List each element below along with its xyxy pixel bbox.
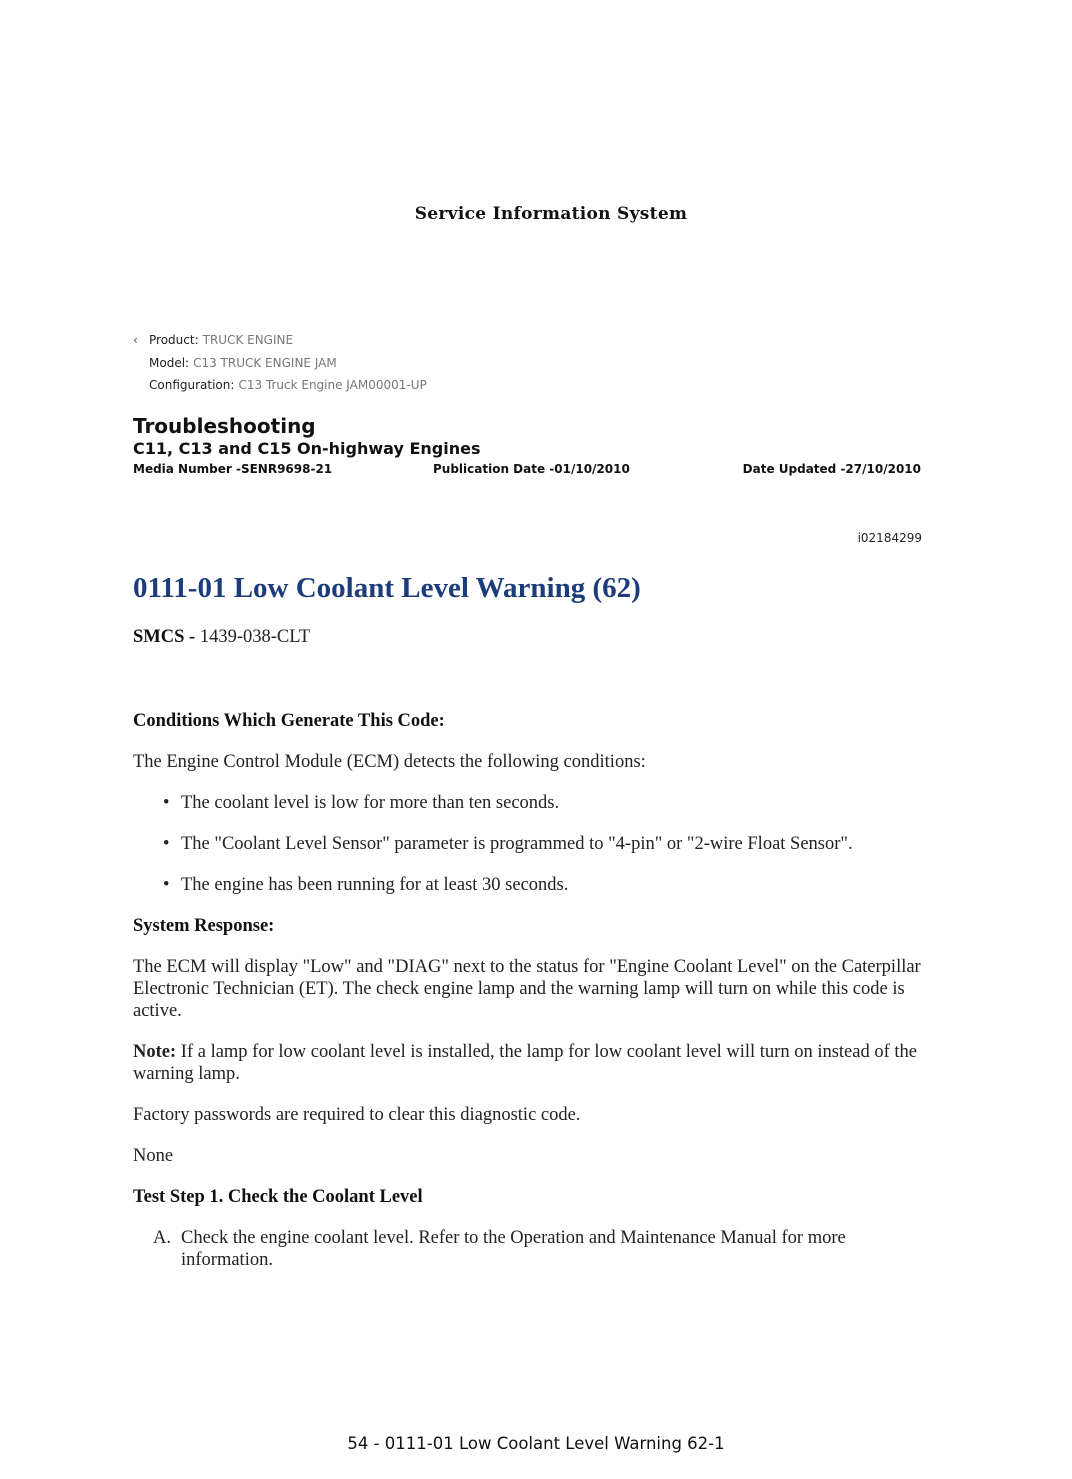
document-header	[133, 414, 923, 480]
smcs-value: 1439-038-CLT	[195, 627, 311, 647]
list-item	[133, 1227, 928, 1271]
passwords-text: Factory passwords are required to clear this diagnostic code.	[133, 1105, 581, 1125]
product-row	[133, 329, 427, 352]
product-value: TRUCK ENGINE	[202, 333, 294, 347]
page-footer: 54 - 0111-01 Low Coolant Level Warning 62-1	[347, 1434, 725, 1453]
list-item	[133, 833, 928, 855]
configuration-row	[133, 374, 427, 397]
condition-text: The "Coolant Level Sensor" parameter is programmed to "4-pin" or "2-wire Float Sensor".	[181, 834, 853, 854]
smcs-label: SMCS -	[133, 627, 196, 647]
document-info-bar	[133, 462, 923, 480]
media-number: Media Number -SENR9698-21	[133, 462, 333, 476]
bullet-icon: •	[163, 793, 170, 813]
model-label: Model:	[149, 355, 190, 370]
chevron-left-icon[interactable]: ‹	[133, 333, 138, 347]
model-value: C13 TRUCK ENGINE JAM	[193, 355, 337, 370]
configuration-value: C13 Truck Engine JAM00001-UP	[238, 378, 427, 392]
conditions-list	[133, 792, 928, 896]
condition-text: The engine has been running for at least 30 seconds.	[181, 875, 569, 895]
bullet-icon: •	[163, 834, 170, 854]
product-info	[133, 329, 427, 397]
conditions-intro: The Engine Control Module (ECM) detects the following conditions:	[133, 752, 646, 772]
note-label: Note:	[133, 1042, 177, 1062]
system-response-text: The ECM will display "Low" and "DIAG" next to the status for "Engine Coolant Level" on the Caterpillar Electronic Technician (ET). The check engine lamp and the warning lamp will turn on while this code is active.	[133, 957, 921, 1021]
article-title: 0111-01 Low Coolant Level Warning (62)	[133, 572, 641, 604]
condition-text: The coolant level is low for more than ten seconds.	[181, 793, 560, 813]
list-item	[133, 792, 928, 814]
site-title: Service Information System	[414, 204, 688, 224]
publication-date: Publication Date -01/10/2010	[433, 462, 630, 476]
date-updated: Date Updated -27/10/2010	[742, 462, 921, 476]
product-label: Product:	[149, 333, 199, 347]
note-paragraph	[133, 1041, 928, 1085]
document-subtitle: C11, C13 and C15 On-highway Engines	[133, 439, 481, 458]
test-step-list	[133, 1227, 928, 1271]
article-body	[133, 568, 928, 1271]
test-step-heading: Test Step 1. Check the Coolant Level	[133, 1187, 423, 1207]
document-type: Troubleshooting	[133, 414, 316, 438]
step-text: Check the engine coolant level. Refer to the Operation and Maintenance Manual for more information.	[181, 1228, 846, 1270]
bullet-icon: •	[163, 875, 170, 895]
model-row	[133, 352, 427, 375]
document-id: i02184299	[857, 531, 922, 545]
configuration-label: Configuration:	[149, 378, 235, 392]
none-text: None	[133, 1146, 174, 1166]
step-marker: A.	[153, 1228, 171, 1248]
smcs-line	[133, 626, 928, 648]
conditions-heading: Conditions Which Generate This Code:	[133, 711, 445, 731]
system-response-heading: System Response:	[133, 916, 275, 936]
note-text: If a lamp for low coolant level is installed, the lamp for low coolant level will turn on instead of the warning lamp.	[133, 1042, 917, 1084]
list-item	[133, 874, 928, 896]
